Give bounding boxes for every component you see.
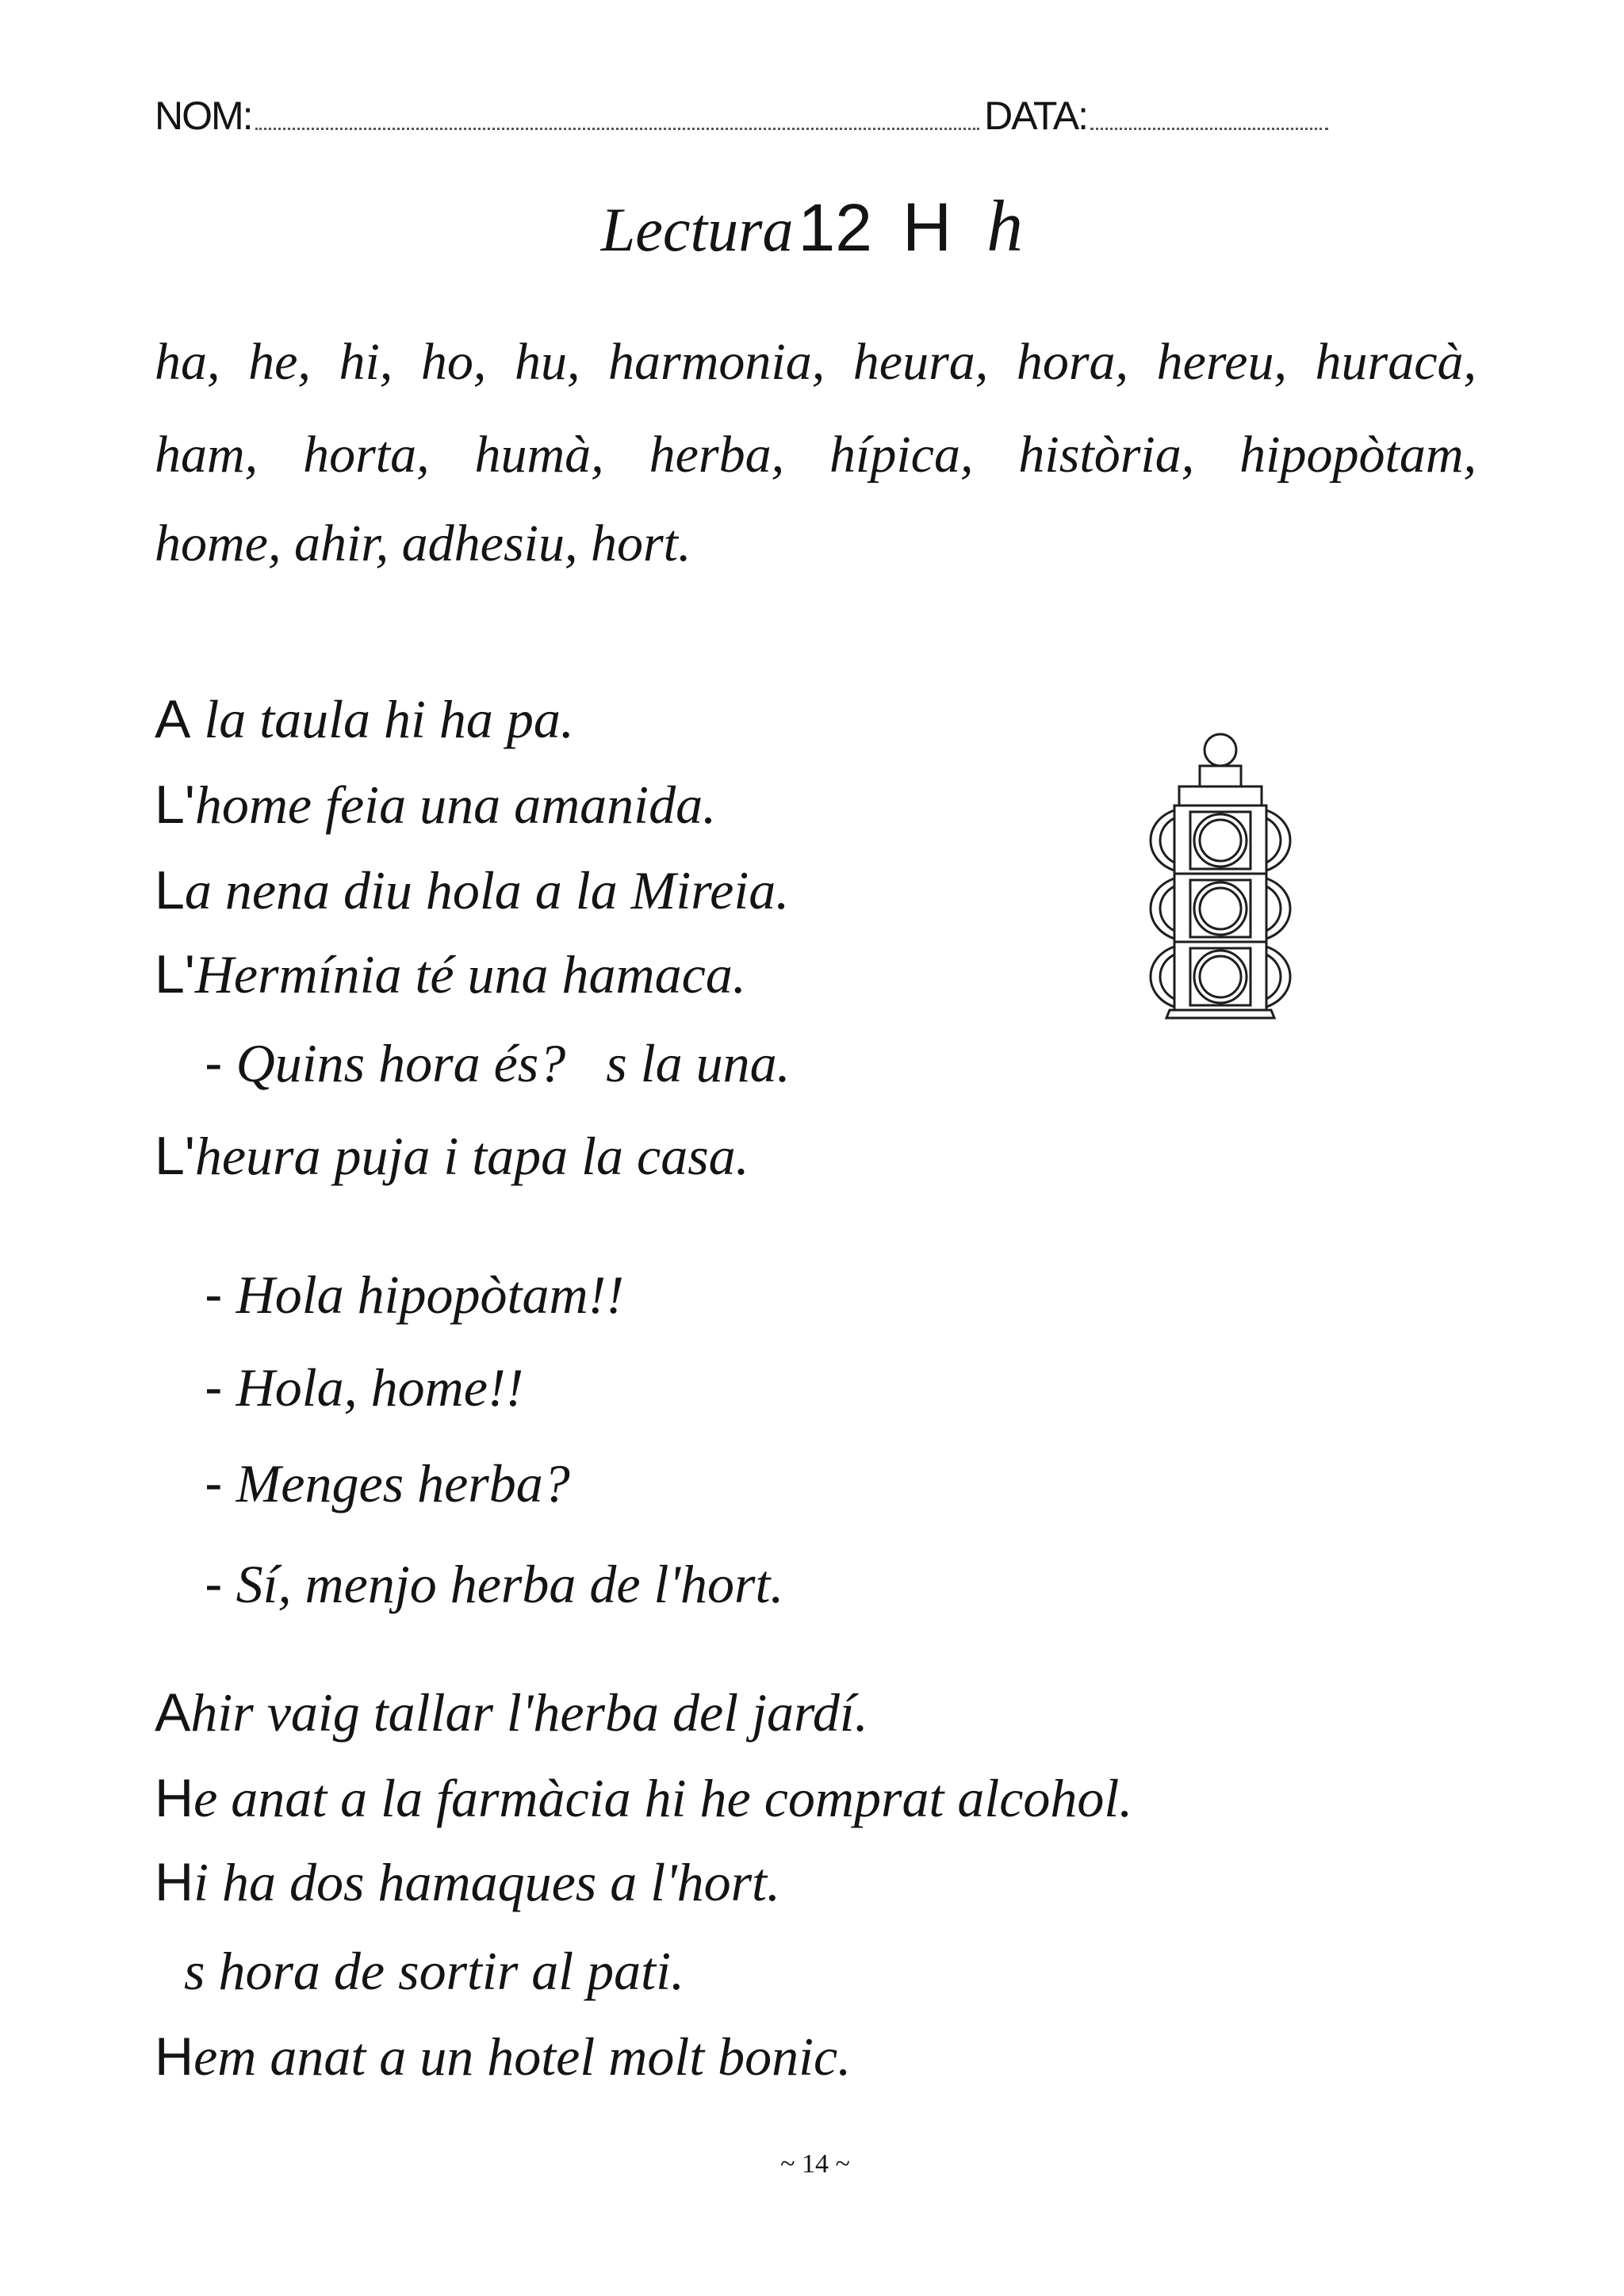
traffic-light-body <box>1174 806 1266 1010</box>
dialogue-line: - Menges herba? <box>205 1453 570 1513</box>
traffic-light-base <box>1166 1010 1274 1018</box>
traffic-light-top <box>1179 786 1262 806</box>
traffic-light-knob <box>1205 734 1236 766</box>
date-label: DATA: <box>984 94 1087 138</box>
sentence-line: Hi ha dos hamaques a l'hort. <box>155 1852 781 1912</box>
sentence-line: Ahir vaig tallar l'herba del jardí. <box>155 1682 868 1743</box>
traffic-light-cap <box>1200 766 1241 786</box>
title-number: 12 <box>798 190 872 265</box>
traffic-light-lamp-bottom <box>1194 951 1247 1003</box>
name-field-line[interactable] <box>255 128 980 130</box>
title-word: Lectura <box>600 195 794 264</box>
word-line: home, ahir, adhesiu, hort. <box>155 515 691 572</box>
sentence-line: A la taula hi ha pa. <box>155 689 574 749</box>
sentence-line: Hem anat a un hotel molt bonic. <box>155 2026 852 2087</box>
title-lowercase-letter: h <box>986 186 1024 266</box>
sentence-line: La nena diu hola a la Mireia. <box>155 860 790 920</box>
traffic-light-lamp-middle <box>1194 882 1247 935</box>
sentence-line: He anat a la farmàcia hi he comprat alcohol. <box>155 1768 1133 1828</box>
name-label: NOM: <box>155 94 252 138</box>
word-line: ha, he, hi, ho, hu, harmonia, heura, hora, hereu, huracà, <box>155 333 1477 391</box>
header-fields <box>155 94 1328 138</box>
page-number: ~ 14 ~ <box>780 2149 850 2179</box>
page-title <box>0 184 1624 268</box>
traffic-light-illustration <box>1143 729 1301 1021</box>
word-line: ham, horta, humà, herba, hípica, història, hipopòtam, <box>155 426 1477 484</box>
sentence-line: s hora de sortir al pati. <box>184 1941 684 2001</box>
traffic-light-icon <box>1143 729 1301 1021</box>
dialogue-line: - Sí, menjo herba de l'hort. <box>205 1554 784 1614</box>
title-uppercase-letter: H <box>902 189 952 266</box>
sentence-line: L'home feia una amanida. <box>155 775 717 835</box>
sentence-line: L'Hermínia té una hamaca. <box>155 944 746 1004</box>
dialogue-line: - Hola hipopòtam!! <box>205 1265 624 1325</box>
dialogue-line: - Quins hora és? s la una. <box>205 1033 791 1093</box>
sentence-line: L'heura puja i tapa la casa. <box>155 1126 749 1186</box>
dialogue-line: - Hola, home!! <box>205 1357 524 1418</box>
traffic-light-lamp-top <box>1194 814 1247 867</box>
date-field-line[interactable] <box>1090 128 1328 130</box>
